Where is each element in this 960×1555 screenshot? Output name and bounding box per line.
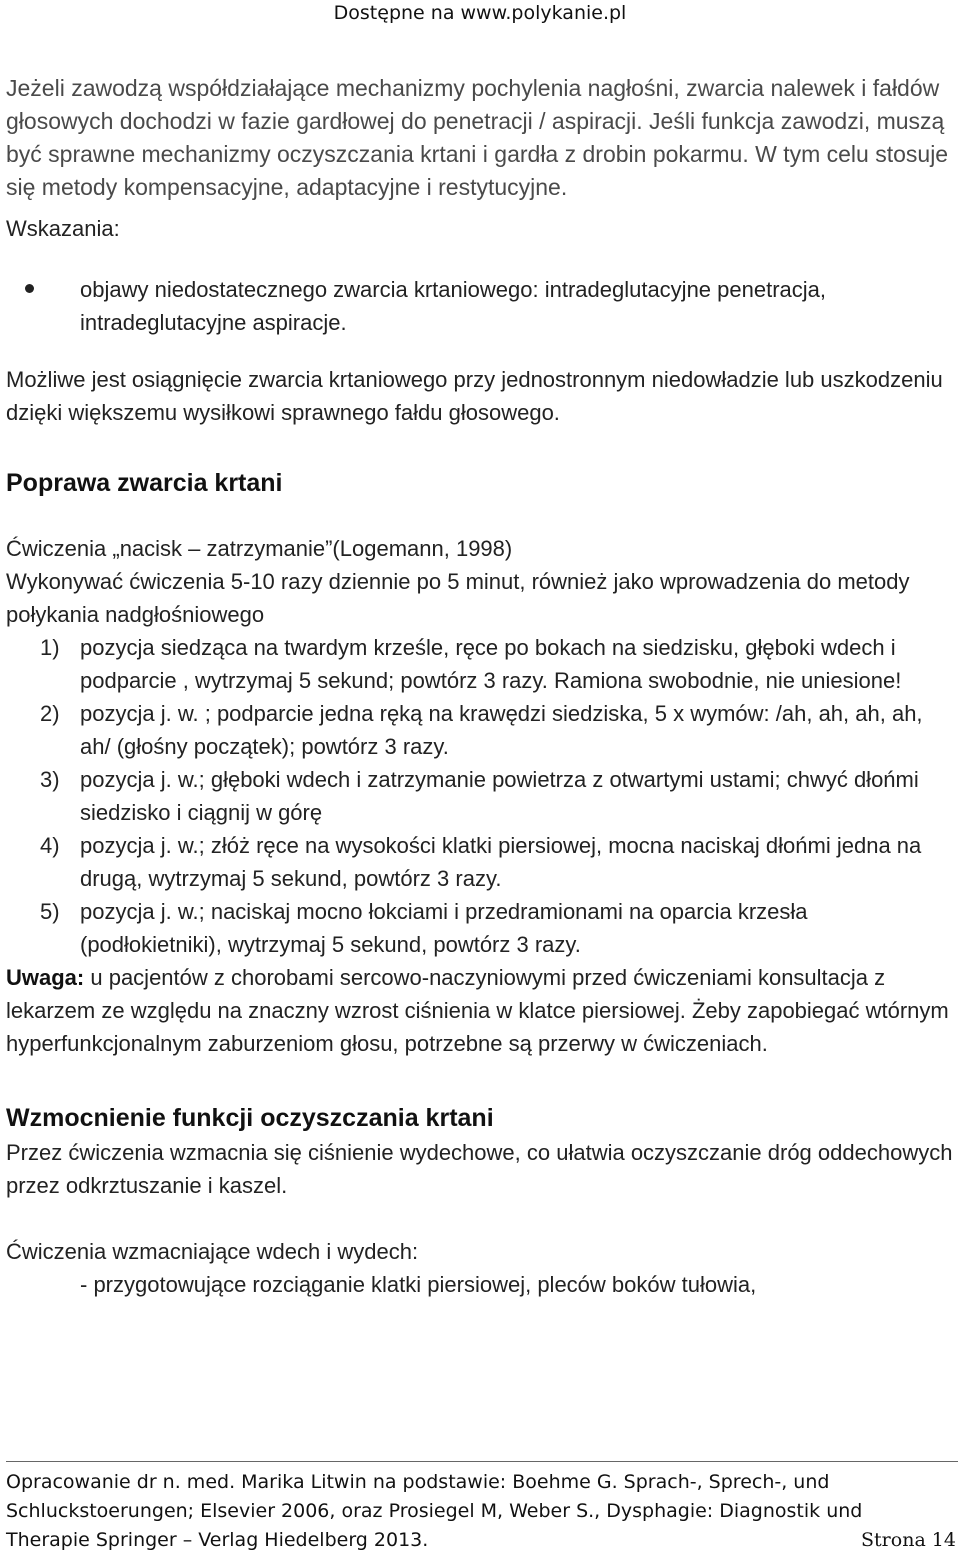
footer-line: Opracowanie dr n. med. Marika Litwin na podstawie: Boehme G. Sprach-, Sprech-, und	[6, 1471, 830, 1493]
page-number: Strona 14	[861, 1529, 956, 1551]
indication-item	[6, 273, 954, 339]
step-text: pozycja j. w. ; podparcie jedna ręką na krawędzi siedziska, 5 x wymów: /ah, ah, ah, ah, ah/ (głośny początek); powtórz 3 razy.	[80, 701, 923, 759]
step-item	[6, 697, 954, 763]
step-text: pozycja siedząca na twardym krześle, ręce po bokach na siedzisku, głęboki wdech i podparcie , wytrzymaj 5 sekund; powtórz 3 razy. Ramiona swobodnie, nie uniesione!	[80, 635, 902, 693]
step-number: 2)	[40, 701, 60, 726]
step-text: pozycja j. w.; głęboki wdech i zatrzymanie powietrza z otwartymi ustami; chwyć dłońmi siedzisko i ciągnij w górę	[80, 767, 919, 825]
step-text: pozycja j. w.; naciskaj mocno łokciami i przedramionami na oparcia krzesła (podłokietniki), wytrzymaj 5 sekund, powtórz 3 razy.	[80, 899, 808, 957]
step-item	[6, 895, 954, 961]
warning-text: u pacjentów z chorobami sercowo-naczyniowymi przed ćwiczeniami konsultacja z lekarzem ze względu na znaczny wzrost ciśnienia w klatce piersiowej. Żeby zapobiegać wtórnym hyperfunkcjonalnym zaburzeniom głosu, potrzebne są przerwy w ćwiczeniach.	[6, 965, 949, 1056]
exercises-label: Ćwiczenia wzmacniające wdech i wydech:	[6, 1239, 419, 1264]
indications-label: Wskazania:	[6, 216, 120, 241]
step-item	[6, 829, 954, 895]
possible-paragraph: Możliwe jest osiągnięcie zwarcia krtaniowego przy jednostronnym niedowładzie lub uszkodzeniu dzięki większemu wysiłkowi sprawnego fałdu głosowego.	[6, 367, 943, 425]
exercise-steps	[6, 631, 954, 961]
step-number: 3)	[40, 767, 60, 792]
dash-item: - przygotowujące rozciąganie klatki piersiowej, pleców boków tułowia,	[80, 1272, 757, 1297]
warning-label: Uwaga:	[6, 965, 85, 990]
footer-line: Schluckstoerungen; Elsevier 2006, oraz Prosiegel M, Weber S., Dysphagie: Diagnostik und	[6, 1500, 863, 1522]
page-footer	[6, 1461, 958, 1555]
step-text: pozycja j. w.; złóż ręce na wysokości klatki piersiowej, mocna naciskaj dłońmi jedna na drugą, wytrzymaj 5 sekund, powtórz 3 razy.	[80, 833, 922, 891]
footer-line: Therapie Springer – Verlag Hiedelberg 2013.	[6, 1529, 429, 1551]
step-item	[6, 631, 954, 697]
source-header: Dostępne na www.polykanie.pl	[333, 2, 627, 24]
step-number: 1)	[40, 635, 60, 660]
section-title-wzmocnienie: Wzmocnienie funkcji oczyszczania krtani	[6, 1104, 494, 1132]
warning-paragraph	[6, 961, 954, 1060]
section-title-poprawa: Poprawa zwarcia krtani	[6, 469, 283, 497]
step-number: 4)	[40, 833, 60, 858]
step-item	[6, 763, 954, 829]
indication-text: objawy niedostatecznego zwarcia krtaniowego: intradeglutacyjne penetracja, intradeglutacyjne aspiracje.	[80, 277, 827, 335]
exercise-title: Ćwiczenia „nacisk – zatrzymanie”(Logemann, 1998)	[6, 536, 513, 561]
step-number: 5)	[40, 899, 60, 924]
intro-paragraph: Jeżeli zawodzą współdziałające mechanizmy pochylenia nagłośni, zwarcia nalewek i fałdów głosowych dochodzi w fazie gardłowej do penetracji / aspiracji. Jeśli funkcja zawodzi, muszą być sprawne mechanizmy oczyszczania krtani i gardła z drobin pokarmu. W tym celu stosuje się metody kompensacyjne, adaptacyjne i restytucyjne.	[6, 75, 949, 200]
bullet-icon	[25, 284, 34, 293]
section2-text: Przez ćwiczenia wzmacnia się ciśnienie wydechowe, co ułatwia oczyszczanie dróg oddechowych przez odkrztuszanie i kaszel.	[6, 1140, 953, 1198]
exercise-instructions: Wykonywać ćwiczenia 5-10 razy dziennie po 5 minut, również jako wprowadzenia do metody połykania nadgłośniowego	[6, 569, 910, 627]
document-body	[6, 72, 954, 1301]
